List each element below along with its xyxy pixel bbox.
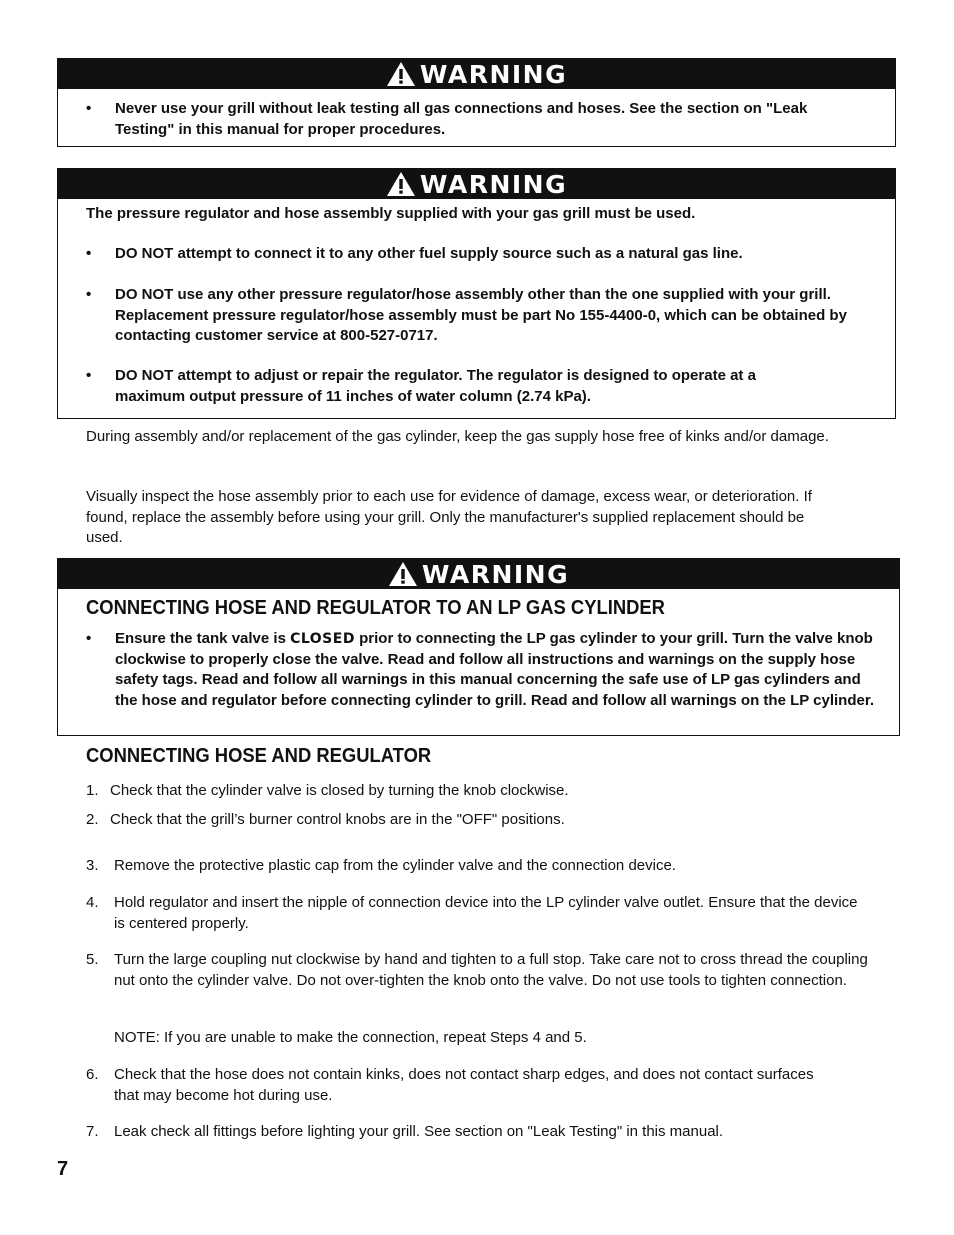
warning-box-1	[57, 58, 896, 147]
step-6: Check that the hose does not contain kinks, does not contact sharp edges, and does not contact surfaces that may become hot during use.	[114, 1066, 814, 1104]
step-3: Remove the protective plastic cap from the cylinder valve and the connection device.	[114, 857, 676, 874]
bullet-marker: •	[86, 100, 92, 117]
warning-3-text-end: prior to connecting the LP gas cylinder to your grill. Turn the valve knob clockwise to properly close the valve. Read and follow all instructions and warnings on the supply hose safety tags. Read and follow all warnings in this manual concerning the safe use of LP gas cylinders and the hose and regulator before connecting cylinder to grill. Read and follow all warnings on the LP cylinder.	[115, 630, 875, 709]
step-7: Leak check all fittings before lighting your grill. See section on "Leak Testing" in this manual.	[114, 1123, 724, 1140]
warning-3-bullet	[115, 629, 877, 711]
step-4: Hold regulator and insert the nipple of connection device into the LP cylinder valve outlet. Ensure that the device is centered properly.	[114, 894, 858, 932]
bullet-marker: •	[86, 630, 92, 647]
paragraph-inspect-hose: Visually inspect the hose assembly prior to each use for evidence of damage, excess wear, or deterioration. If found, replace the assembly before using your grill. Only the manufacturer's supplied replacement should be used.	[86, 488, 812, 546]
warning-banner	[58, 559, 899, 589]
warning-triangle-icon	[388, 561, 418, 587]
warning-2-bullet-1: DO NOT attempt to connect it to any other fuel supply source such as a natural gas line.	[115, 245, 743, 262]
warning-title: WARNING	[421, 559, 570, 589]
bullet-marker: •	[86, 245, 92, 262]
warning-1-text: Never use your grill without leak testing all gas connections and hoses. See the section on "Leak Testing" in this manual for proper procedures.	[115, 100, 808, 138]
step-number: 6.	[86, 1066, 99, 1083]
warning-triangle-icon	[386, 61, 416, 87]
step-1: Check that the cylinder valve is closed by turning the knob clockwise.	[110, 782, 569, 799]
warning-title: WARNING	[419, 169, 568, 199]
step-number: 2.	[86, 811, 99, 828]
warning-box-2	[57, 168, 896, 419]
warning-3-text-start: Ensure the tank valve is	[115, 630, 291, 647]
warning-box-3	[57, 558, 900, 736]
step-number: 5.	[86, 951, 99, 968]
warning-banner	[58, 169, 895, 199]
bullet-marker: •	[86, 367, 92, 384]
step-5: Turn the large coupling nut clockwise by hand and tighten to a full stop. Take care not to cross thread the coupling nut onto the cylinder valve. Do not over-tighten the knob onto the valve. Do not use tools to tighten connection.	[114, 951, 868, 989]
bullet-marker: •	[86, 286, 92, 303]
warning-2-intro: The pressure regulator and hose assembly supplied with your gas grill must be used.	[86, 205, 696, 222]
warning-2-bullet-3: DO NOT attempt to adjust or repair the regulator. The regulator is designed to operate at a maximum output pressure of 11 inches of water column (2.74 kPa).	[115, 367, 756, 405]
step-5-note: NOTE: If you are unable to make the connection, repeat Steps 4 and 5.	[114, 1029, 587, 1046]
step-number: 1.	[86, 782, 99, 799]
step-number: 7.	[86, 1123, 99, 1140]
page-number: 7	[57, 1158, 69, 1180]
warning-triangle-icon	[386, 171, 416, 197]
step-number: 3.	[86, 857, 99, 874]
step-number: 4.	[86, 894, 99, 911]
closed-emphasis: CLOSED	[290, 631, 355, 647]
warning-2-bullet-2: DO NOT use any other pressure regulator/hose assembly other than the one supplied with your grill. Replacement pressure regulator/hose assembly must be part No 155-4400-0, which can be obtained by contacting customer service at 800-527-0717.	[115, 286, 847, 344]
step-2: Check that the grill’s burner control knobs are in the "OFF" positions.	[110, 811, 565, 828]
section-heading: CONNECTING HOSE AND REGULATOR	[86, 745, 432, 767]
section-heading-lp-cylinder: CONNECTING HOSE AND REGULATOR TO AN LP GAS CYLINDER	[86, 597, 665, 619]
warning-title: WARNING	[419, 59, 568, 89]
paragraph-hose-kinks: During assembly and/or replacement of the gas cylinder, keep the gas supply hose free of kinks and/or damage.	[86, 428, 829, 445]
warning-banner	[58, 59, 895, 89]
